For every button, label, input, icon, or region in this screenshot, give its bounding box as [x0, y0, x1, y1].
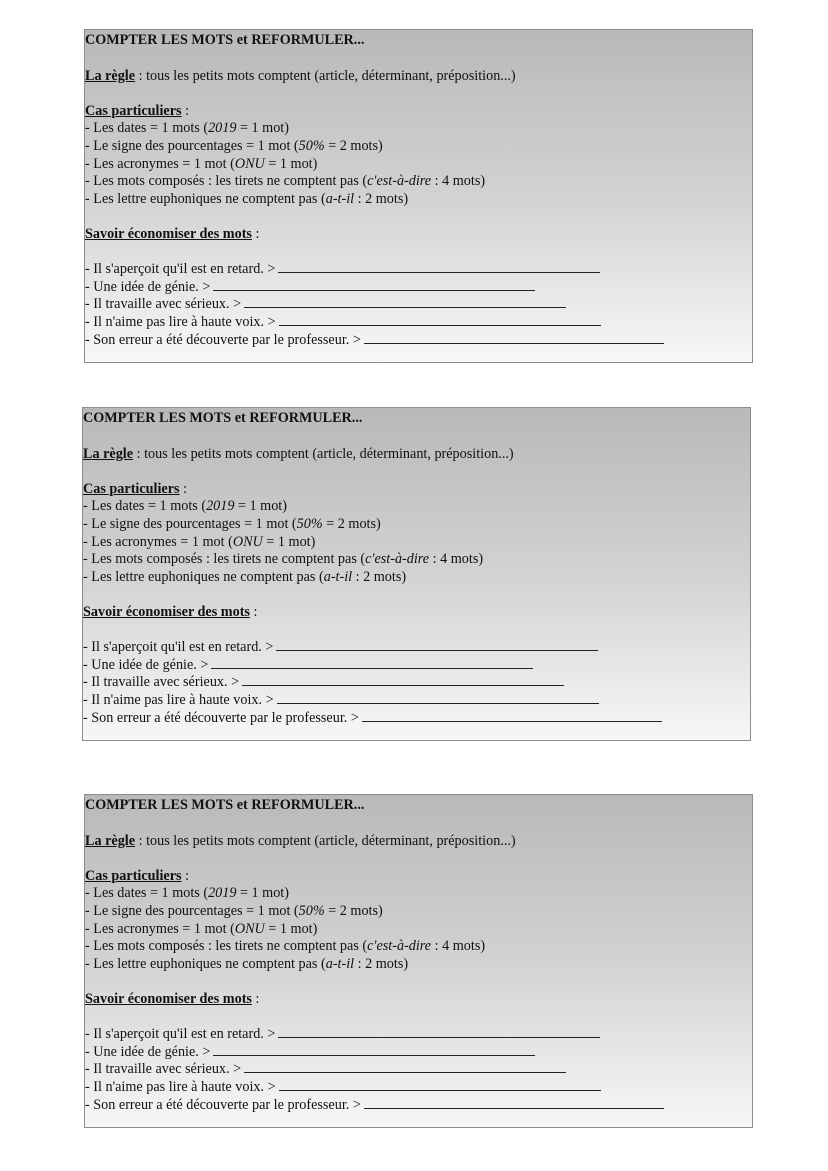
- answer-blank[interactable]: [277, 692, 599, 704]
- rule-line: [83, 446, 750, 464]
- special-case-item: - Les lettre euphoniques ne comptent pas (a-t-il : 2 mots): [85, 190, 409, 207]
- special-cases-heading: Cas particuliers :: [85, 867, 190, 884]
- exercise-label: Savoir économiser des mots: [85, 225, 252, 242]
- answer-blank[interactable]: [244, 1061, 566, 1073]
- exercise-item: - Il n'aime pas lire à haute voix. >: [85, 314, 752, 332]
- answer-blank[interactable]: [213, 1044, 535, 1056]
- rule-text: : tous les petits mots comptent (article, déterminant, préposition...): [135, 832, 516, 849]
- rule-label: La règle: [85, 67, 136, 84]
- exercise-item: - Il travaille avec sérieux. >: [85, 296, 752, 314]
- exercise-heading: Savoir économiser des mots :: [83, 603, 258, 620]
- exercise-item: - Il s'aperçoit qu'il est en retard. >: [85, 1026, 752, 1044]
- special-case-item: - Les dates = 1 mots (2019 = 1 mot): [85, 120, 289, 137]
- worksheet-card-2: [82, 407, 751, 741]
- exercise-label: Savoir économiser des mots: [85, 990, 252, 1007]
- special-cases-label: Cas particuliers: [85, 102, 182, 119]
- answer-blank[interactable]: [279, 1079, 601, 1091]
- exercise-item: - Son erreur a été découverte par le professeur. >: [85, 1097, 752, 1115]
- special-cases-label: Cas particuliers: [85, 867, 182, 884]
- exercise-item: - Il s'aperçoit qu'il est en retard. >: [85, 261, 752, 279]
- answer-blank[interactable]: [362, 710, 662, 722]
- special-case-item: - Les lettre euphoniques ne comptent pas (a-t-il : 2 mots): [83, 568, 407, 585]
- special-case-item: - Le signe des pourcentages = 1 mot (50% = 2 mots): [83, 515, 381, 532]
- rule-label: La règle: [85, 832, 136, 849]
- special-case-item: - Les mots composés : les tirets ne comptent pas (c'est-à-dire : 4 mots): [85, 938, 486, 955]
- card-title: COMPTER LES MOTS et REFORMULER...: [85, 797, 365, 813]
- exercise-item: - Une idée de génie. >: [85, 279, 752, 297]
- answer-blank[interactable]: [279, 314, 601, 326]
- special-case-item: - Les mots composés : les tirets ne comptent pas (c'est-à-dire : 4 mots): [83, 551, 484, 568]
- card-title: COMPTER LES MOTS et REFORMULER...: [83, 410, 363, 426]
- exercise-item: - Il s'aperçoit qu'il est en retard. >: [83, 639, 750, 657]
- special-cases-heading: Cas particuliers :: [83, 480, 188, 497]
- answer-blank[interactable]: [278, 261, 600, 273]
- exercise-item: - Une idée de génie. >: [85, 1044, 752, 1062]
- worksheet-card-3: [84, 794, 753, 1128]
- answer-blank[interactable]: [364, 1097, 664, 1109]
- exercise-heading: Savoir économiser des mots :: [85, 225, 260, 242]
- worksheet-card-1: [84, 29, 753, 363]
- special-case-item: - Les acronymes = 1 mot (ONU = 1 mot): [83, 533, 316, 550]
- answer-blank[interactable]: [211, 657, 533, 669]
- special-cases-label: Cas particuliers: [83, 480, 180, 497]
- special-case-item: - Les dates = 1 mots (2019 = 1 mot): [83, 498, 287, 515]
- special-case-item: - Les dates = 1 mots (2019 = 1 mot): [85, 885, 289, 902]
- card-title: COMPTER LES MOTS et REFORMULER...: [85, 32, 365, 48]
- rule-text: : tous les petits mots comptent (article, déterminant, préposition...): [135, 67, 516, 84]
- rule-label: La règle: [83, 445, 134, 462]
- answer-blank[interactable]: [242, 674, 564, 686]
- special-case-item: - Les acronymes = 1 mot (ONU = 1 mot): [85, 155, 318, 172]
- exercise-item: - Son erreur a été découverte par le professeur. >: [83, 710, 750, 728]
- rule-line: [85, 68, 752, 86]
- exercise-heading: Savoir économiser des mots :: [85, 990, 260, 1007]
- special-case-item: - Les lettre euphoniques ne comptent pas (a-t-il : 2 mots): [85, 955, 409, 972]
- exercise-item: - Il travaille avec sérieux. >: [83, 674, 750, 692]
- special-cases-heading: Cas particuliers :: [85, 102, 190, 119]
- answer-blank[interactable]: [364, 332, 664, 344]
- special-case-item: - Le signe des pourcentages = 1 mot (50% = 2 mots): [85, 902, 383, 919]
- answer-blank[interactable]: [244, 296, 566, 308]
- rule-line: [85, 833, 752, 851]
- exercise-item: - Son erreur a été découverte par le professeur. >: [85, 332, 752, 350]
- rule-text: : tous les petits mots comptent (article, déterminant, préposition...): [133, 445, 514, 462]
- exercise-item: - Une idée de génie. >: [83, 657, 750, 675]
- exercise-label: Savoir économiser des mots: [83, 603, 250, 620]
- exercise-item: - Il travaille avec sérieux. >: [85, 1061, 752, 1079]
- special-case-item: - Les mots composés : les tirets ne comptent pas (c'est-à-dire : 4 mots): [85, 173, 486, 190]
- answer-blank[interactable]: [278, 1026, 600, 1038]
- exercise-item: - Il n'aime pas lire à haute voix. >: [85, 1079, 752, 1097]
- answer-blank[interactable]: [276, 639, 598, 651]
- answer-blank[interactable]: [213, 279, 535, 291]
- exercise-item: - Il n'aime pas lire à haute voix. >: [83, 692, 750, 710]
- special-case-item: - Les acronymes = 1 mot (ONU = 1 mot): [85, 920, 318, 937]
- special-case-item: - Le signe des pourcentages = 1 mot (50% = 2 mots): [85, 137, 383, 154]
